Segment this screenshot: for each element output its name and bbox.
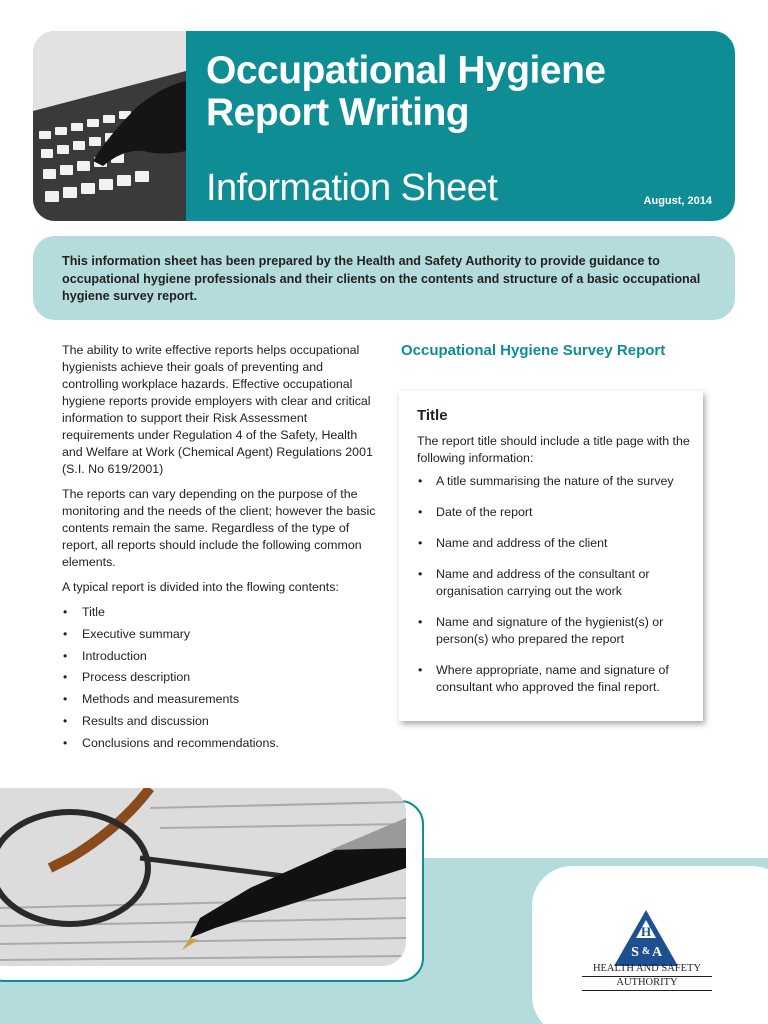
list-item: • Conclusions and recommendations. <box>62 735 380 752</box>
title-box-heading: Title <box>417 407 448 424</box>
logo-letter-h: H <box>640 924 652 939</box>
keyboard-photo-icon <box>33 31 186 221</box>
list-item: • Name and signature of the hygienist(s) or person(s) who prepared the report <box>417 614 697 648</box>
glasses-pen-photo-icon <box>0 788 406 966</box>
body-paragraph-3: A typical report is divided into the flowing contents: <box>62 580 339 594</box>
list-item: • Methods and measurements <box>62 691 380 708</box>
publication-date: August, 2014 <box>643 195 712 207</box>
title-line-1: Occupational Hygiene <box>206 49 606 92</box>
page-title <box>206 50 706 134</box>
logo-line-1: HEALTH AND SAFETY <box>582 963 712 977</box>
logo-ampersand: & <box>641 946 651 957</box>
list-item: • Introduction <box>62 648 380 665</box>
title-box-intro: The report title should include a title page with the following information: <box>417 434 690 465</box>
logo-wordmark <box>582 963 712 991</box>
logo-letter-a: A <box>651 945 663 960</box>
title-line-2: Report Writing <box>206 91 470 134</box>
section-heading: Occupational Hygiene Survey Report <box>401 342 666 359</box>
left-column <box>62 342 380 757</box>
list-item: • A title summarising the nature of the survey <box>417 473 697 490</box>
list-item: • Where appropriate, name and signature of consultant who approved the final report. <box>417 662 697 696</box>
list-item: • Name and address of the client <box>417 535 697 552</box>
intro-text: This information sheet has been prepared by the Health and Safety Authority to provide guidance to occupational hygiene professionals and their clients on the contents and structure of a basic occupational hygiene survey report. <box>62 254 701 303</box>
contents-list <box>62 604 380 752</box>
list-item: • Name and address of the consultant or organisation carrying out the work <box>417 566 697 600</box>
list-item: • Process description <box>62 669 380 686</box>
list-item: • Executive summary <box>62 626 380 643</box>
list-item: • Results and discussion <box>62 713 380 730</box>
title-requirements-list <box>417 473 697 710</box>
body-paragraph-2: The reports can vary depending on the purpose of the monitoring and the needs of the client; however the basic contents remain the same. Regardless of the type of report, all reports should include the following common elements. <box>62 487 376 569</box>
logo-line-2: AUTHORITY <box>582 977 712 991</box>
body-paragraph-1: The ability to write effective reports helps occupational hygienists achieve their goals of preventing and controlling workplace hazards. Effective occupational hygiene reports provide employers with clear and critical information to support their Risk Assessment requirements under Regulation 4 of the Safety, Health and Welfare at Work (Chemical Agent) Regulations 2001 (S.I. No 619/2001) <box>62 343 373 476</box>
list-item: • Title <box>62 604 380 621</box>
page-subtitle: Information Sheet <box>206 167 498 209</box>
hsa-logo-icon <box>614 910 678 966</box>
logo-letter-s: S <box>631 945 639 960</box>
list-item: • Date of the report <box>417 504 697 521</box>
